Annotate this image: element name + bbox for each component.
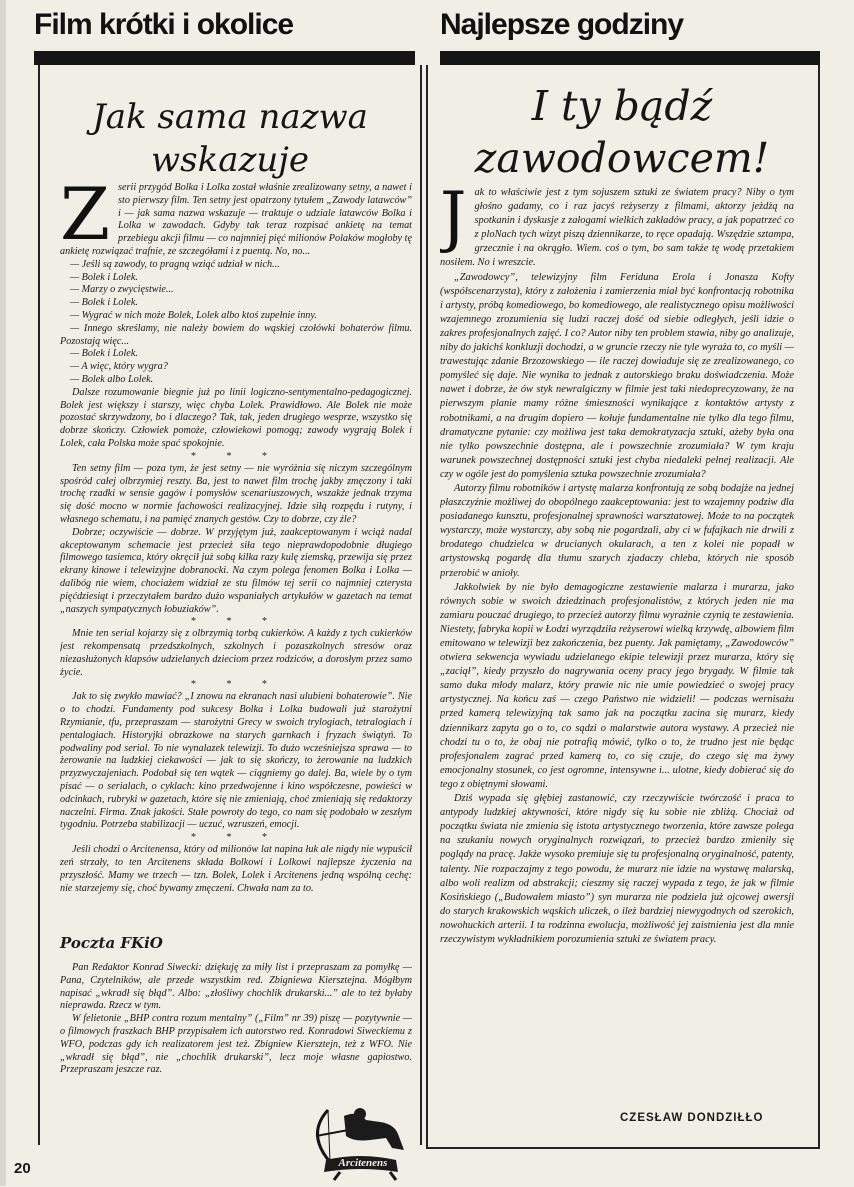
left-section-title: Film krótki i okolice (34, 8, 294, 41)
mail-title: Poczta FKiO (60, 934, 163, 952)
mail-body (60, 962, 412, 1090)
paragraph: Mnie ten serial kojarzy się z olbrzymią torbą cukierków. A każdy z tych cukierków jest rekompensatą przedszkolnych, szkolnych i pozaszkolnych stresów oraz niezasłużonych klapsów udzielanych dzieciom przez rodziców, a dorosłym przez samo życie. (60, 628, 412, 678)
arcitenens-logo (300, 1104, 420, 1182)
paragraph: serii przygód Bolka i Lolka został właśnie zrealizowany setny, a nawet i sto pierwszy film. Ten setny jest opatrzony tytułem „Zawody latawców” i — jak sama nazwa wskazuje — traktuje o udziale latawców Bolka i Lolka w zawodach. Gdyby tak teraz rozpisać ankietę na temat przebiegu akcji filmu — co najmniej pięć milionów Polaków mogłoby tę ankietę rozwiązać trafnie, ze szczegółami i z puentą. No, no... (60, 182, 412, 257)
dialog-line: — Bolek i Lolek. (70, 348, 138, 360)
paragraph: Dziś wypada się głębiej zastanowić, czy rzeczywiście twórczość i praca to antypody ludzkiej aktywności, które nigdy się ku sobie nie zbliżą. Chociaż od początku świata nie zmienia się istota artystycznego tworzenia, które zawsze polega na szukaniu nowych oryginalnych rozwiązań, to przecież bardzo zmieniły się poglądy na pracę. Jakże wysoko premiuje się tu profesjonalną oryginalność, patenty, talenty. Nie rozpaczajmy z tego powodu, że murarz nie idzie na wystawę malarską, albo woli realizm od abstrakcji; cieszmy się raczej wypada z tego, że jak w filmie Kosińskiego („Budowałem miasto”) syn murarza nie podziela już ojcowej awersji do starych krakowskich wąskich uliczek, o ileż bardziej niewygodnych od szerokich, nowohuckich arterii. I ta rodzinna ewolucja, możliwość jej zaistnienia jest dla mnie rzeczywistym wykładnikiem porozumienia sztuki ze światem pracy. (440, 793, 794, 945)
paragraph: Jak to się zwykło mawiać? „I znowu na ekranach nasi ulubieni bohaterowie”. Nie o to chodzi. Fundamenty pod sukcesy Bolka i Lolka budowali już starożytni Rzymianie, tfu, przepraszam — starożytni Grecy w swoich trylogiach, tetralogiach i pentalogiach. Historyjki obrazkowe na starych garnkach i fryzach świątyń. To podwaliny pod serial. To nie wynalazek telewizji. To dużo wcześniejsza sprawa — to żerowanie na ludzkiej ciekawości — jak to się skończy, to żerowanie na ludzkich przyzwyczajeniach. Podobał się ten wątek — ciągniemy go dalej. Ba, wiele by o tym pisać — o serialach, o cyklach: kino przedwojenne i kino współczesne, powieści w odcinkach, rubryki w gazetach, które się nie zmieniają, choć zmieniają się redaktorzy naczelni. Firma. Znak jakości. Stałe powroty do tego, co nam się podobało w zeszłym tygodniu. Potrzeba stabilizacji — uczuć, wzruszeń, emocji. (60, 691, 412, 831)
dialog-line: — Marzy o zwycięstwie... (70, 284, 174, 296)
paragraph: ak to właściwie jest z tym sojuszem sztuki ze światem pracy? Niby o tym głośno gadamy, co i raz jacyś reżyserzy z filmami, aktorzy jeżdżą na spotkanin i dyskusje z załogami wielkich zakładów pracy, a jak popatrzeć co z ploNach tych wizyt piszą dziennikarze, to ręce opadają. Wszędzie sztampa, grzecznie i na okrągło. Wiem. coś o tym, bo sam także tę wodę przetakiem nosiłem. No i wreszcie. (440, 187, 794, 269)
byline: CZESŁAW DONDZIŁŁO (620, 1112, 764, 1124)
right-header-bar (440, 51, 820, 65)
archer-icon (300, 1104, 420, 1182)
paragraph: W felietonie „BHP contra rozum mentalny” („Film” nr 39) piszę — pozytywnie — o filmowych fraszkach BHP przypisałem ich autorstwo red. Konradowi Siweckiemu z WFO, podczas gdy ich realizatorem jest też. Zbigniew Kiersztejn, też z WFO. Nie „wkradł się błąd”, nie „chochlik drukarski”, lecz moje własne gapiostwo. Przepraszam jeszcze raz. (60, 1013, 412, 1076)
right-article-body (440, 186, 794, 1088)
logo-text: Arcitenens (338, 1157, 388, 1169)
left-article-body (60, 182, 412, 918)
paragraph: Pan Redaktor Konrad Siwecki: dziękuję za miły list i przepraszam za pomyłkę — Pana, Czytelników, ale przede wszystkim red. Zbigniewa Kiersztejna. Mógłbym napisać „wkradł się błąd”. Albo: „złośliwy chochlik drukarski...” ale to też byłaby nieprawda. Rzecz w tym. (60, 962, 412, 1012)
paragraph: Autorzy filmu robotników i artystę malarza konfrontują ze sobą bodajże na jednej płaszczyźnie możliwej do obopólnego zaakceptowania: jest to wzajemny podziw dla posiadanego kunsztu, profesjonalnej sprawności warsztatowej. Może to na początek wystarczy, może wystarczy, aby sobą nie pogardzali, aby ci w fufajkach nie drwili z brodatego chudzielca w drucianych okularach, a ten z kolei nie popadł w artystowską pogardę dla tłumu szarych zjadaczy chleba, których nie sposób przerobić w anioły. (440, 482, 794, 579)
left-headline: Jak sama nazwa wskazuje (92, 97, 368, 180)
left-header-bar (34, 51, 415, 65)
dialog-line: — Bolek i Lolek. (70, 271, 138, 283)
section-separator: * * * (191, 616, 281, 628)
right-dropcap: J (440, 186, 467, 255)
paragraph: Dobrze; oczywiście — dobrze. W przyjętym już, zaakceptowanym i wciąż nadal akceptowanym schemacie jest przecież siła tego nieprawdopodobnie długiego filmowego tasiemca, który okręcił już sobą kilka razy kulę ziemską, przewija się przez ekrany kinowe i telewizyjne dobranocki. Na czym polega fenomen Bolka i Lolka — dalibóg nie wiem, chociażem widział ze stu filmów tej serii co najmniej czterysta pięćdziesiąt i przeczytałem bardzo dużo wspaniałych artykułów w gazetach na temat „naszych sympatycznych łobuziaków”. (60, 526, 412, 615)
dialog-line: — Bolek albo Lolek. (70, 373, 154, 385)
dialog-line: — A więc, który wygra? (70, 361, 168, 373)
dialog-line: — Bolek i Lolek. (70, 297, 138, 309)
scan-edge (0, 0, 6, 1186)
paragraph: Jeśli chodzi o Arcitenensa, który od milionów lat napina łuk ale nigdy nie wypuścił zeń strzały, to ten Arcitenens składa Bolkowi i Lolkowi najlepsze życzenia na przyszłość. Mamy we trzech — tzn. Bolek, Lolek i Arcitenens jedną wspólną cechę: nie starzejemy się, choć bywamy zmęczeni. Chwała nam za to. (60, 844, 412, 894)
right-section-title: Najlepsze godziny (440, 8, 684, 41)
paragraph: Dalsze rozumowanie biegnie już po linii logiczno-sentymentalno-pedagogicznej. Bolek jest większy i starszy, więc chyba Lolek. Prawidłowo. Ale Bolek nie może pozostać skrzywdzony, bo i dlaczego? Tak, tak, jeden drugiego wesprze, wszystko się dobrze skończy. Człowiek pomoże, człowiekowi pomogą; zawody wygrają Bolek i Lolek, cała Polska może spać spokojnie. (60, 386, 412, 449)
section-separator: * * * (191, 832, 281, 844)
paragraph: Ten setny film — poza tym, że jest setny — nie wyróżnia się niczym szczególnym spośród całej olbrzymiej reszty. Ba, jest to nawet film trochę jakby zmęczony i taki trochę rzadki w sensie gagów i pomysłów scenariuszowych, wszakże jednak trzyma się dość mocno w normie fachowości realizacyjnej. Idzie siłą rozpędu i rutyny, i własnego schematu, i na pamięć znanych gestów. Czy to dobrze, czy źle? (60, 462, 412, 525)
dialog-line: — Innego skreślamy, nie należy bowiem do wąskiej czołówki bohaterów filmu. Pozostają więc... (60, 322, 412, 347)
dialog-line: — Wygrać w nich może Bolek, Lolek albo ktoś zupełnie inny. (70, 309, 317, 321)
left-dropcap: Z (60, 182, 111, 256)
paragraph: „Zawodowcy”, telewizyjny film Feriduna Erola i Jonasza Kofty (współscenarzysta), który z założenia i zamierzenia miał być konfrontacją robotnika i artysty, próbą komediowego, bo komediowego, ale realistycznego opisu możliwości wzajemnego zrozumienia się ludzi raczej dość od siebie odległych, jeśli idzie o zakres profesjonalnych zajęć. I co? Autor niby ten problem stawia, niby go analizuje, niby do jakichś konkluzji dochodzi, a w gruncie rzeczy nie tyle wyraża to, co myśli — trawestując zdanie Brzozowskiego — ile raczej dowiaduje się ze zrealizowanego, co pomyśleć się daje. Nie wynika to jednak z autorskiego braku doświadczenia. Może nawet i dobrze, że ów styk newralgiczny w filmie jest taki niedoprecyzowany, że na pierwszym planie mamy różne śmieszności wynikające z kontaktów artysty z robotnikami, a na drugim dopiero — kołuje fundamentalne nie tylko dla tego filmu, dramatyczne pytanie: czy możliwa jest taka demokratyzacja sztuki, ażeby była ona nie tylko powszechnie dostępna, ale i powszechnie zrozumiała? W tym kraju warunek powszechnej dostępności sztuki jest chyba niedaleki pełnej realizacji. Ale czy w ogóle jest do pomyślenia sztuka powszechnie zrozumiała? (440, 271, 794, 480)
paragraph: Jakkolwiek by nie było demagogiczne zestawienie malarza i murarza, jako równych sobie w swoich dziedzinach profesjonalistów, z których jeden nie ma zamiaru pouczać drugiego, to przecież autorzy filmu wyraźnie czynią te zestawienia. Niestety, fabryka kopii w Łodzi wyrządziła reżyserowi wielką krzywdę, albowiem film emitowano w telewizji bez zakończenia, bez puenty. Jak pamiętamy, „Zawodowców” otwiera sekwencja wywiadu udzielanego ekipie telewizji przez murarza, który się „zaciął”, kiedy przyszło do nagrywania oceny pracy jego brygady. W filmie tak samo duka młody malarz, który prawie nic nie umie powiedzieć o swojej pracy artystycznej. Na końcu zaś — czego Państwo nie widzieli! — podczas wernisażu przed kamerą telewizyjną tak samo jak na początku zacina się murarz, kiedy dziennikarz zapyta go o to, co sądzi o malarstwie autora wystawy. A przecież nie chodzi tu o to, że obaj nie potrafią mówić, tylko o to, że trudno jest nie będąc profesjonalem zagrać przed kamerą to, co się czuje, do czego się ma żywy emocjonalny stosunek, co jest ogromne, intensywne i... ulotne, kiedy dobierać się do tego z obiętnymi słowami. (440, 581, 794, 790)
dialog-line: — Jeśli są zawody, to pragną wziąć udział w nich... (70, 258, 280, 270)
page-number: 20 (14, 1160, 31, 1177)
right-headline: I ty bądź zawodowcem! (474, 82, 770, 182)
section-separator: * * * (191, 450, 281, 462)
section-separator: * * * (191, 679, 281, 691)
